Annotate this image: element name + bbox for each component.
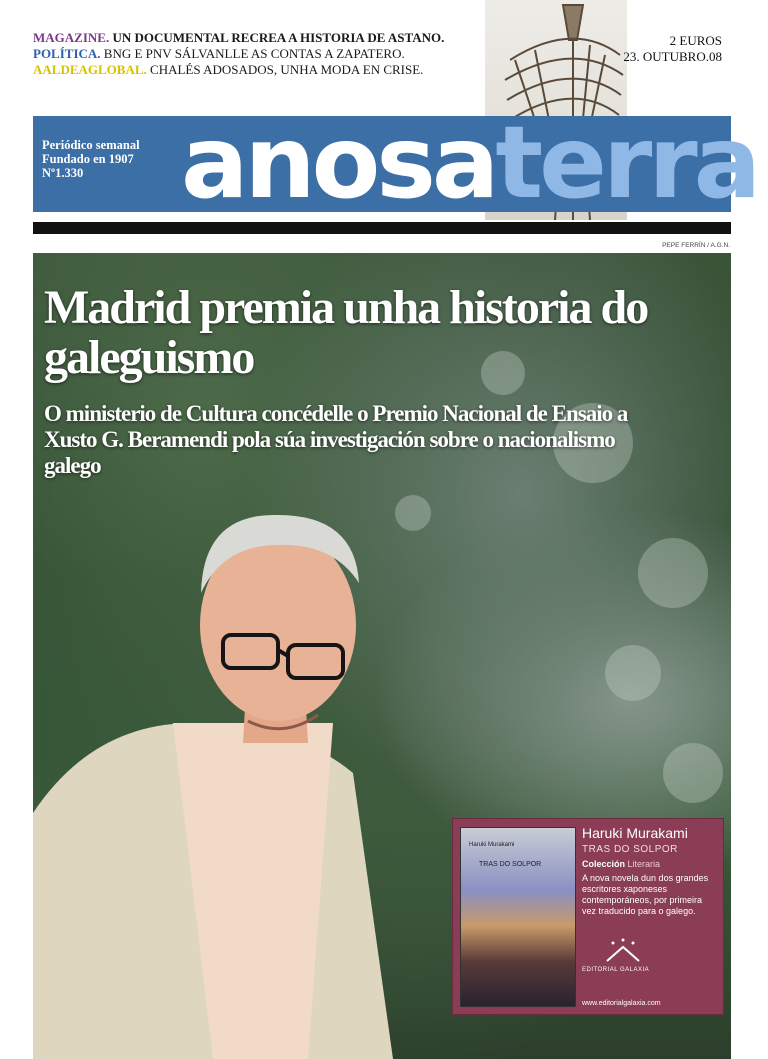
issue-date: 23. OUTUBRO.08: [623, 49, 722, 64]
book-cover-author: Haruki Murakami: [469, 842, 515, 848]
logo-part-terra: terra: [495, 104, 758, 221]
masthead-periodicity: Periódico semanal: [42, 138, 140, 152]
teaser-text-aldeaglobal: CHALÉS ADOSADOS, UNHA MODA EN CRISE.: [150, 62, 424, 77]
teaser-text-politica: BNG E PNV SÁLVANLLE AS CONTAS A ZAPATERO.: [103, 46, 405, 61]
price-date: [623, 33, 722, 65]
masthead-info: [42, 138, 140, 180]
masthead: [33, 104, 758, 221]
photo-credit: PEPE FERRÍN / A.G.N.: [662, 242, 730, 249]
price: 2 EUROS: [669, 33, 722, 48]
teaser-aldeaglobal[interactable]: [33, 62, 483, 78]
teaser-tag-magazine: MAGAZINE.: [33, 30, 110, 45]
galaxia-logo-icon: [603, 937, 643, 967]
main-headline[interactable]: Madrid premia unha historia do galeguismo: [44, 281, 648, 384]
teaser-list: [33, 30, 483, 78]
ad-book-title: TRAS DO SOLPOR: [582, 844, 678, 855]
masthead-issue-number: Nº1.330: [42, 166, 84, 180]
masthead-rule: [33, 222, 731, 234]
ad-publisher: EDITORIAL GALAXIA: [582, 967, 650, 973]
teaser-text-magazine: UN DOCUMENTAL RECREA A HISTORIA DE ASTANO.: [112, 30, 445, 45]
ad-collection: [582, 859, 660, 869]
logo-part-anosa: anosa: [181, 104, 496, 221]
teaser-tag-aldeaglobal: AALDEAGLOBAL.: [33, 62, 147, 77]
ad-collection-name: Literaria: [627, 859, 661, 869]
masthead-founded: Fundado en 1907: [42, 152, 134, 166]
teaser-magazine[interactable]: [33, 30, 483, 46]
ad-website-link[interactable]: www.editorialgalaxia.com: [582, 1000, 661, 1007]
book-advertisement[interactable]: [452, 818, 724, 1015]
ad-collection-label: Colección: [582, 859, 626, 869]
headline-deck: O ministerio de Cultura concédelle o Premio Nacional de Ensaio a Xusto G. Beramendi pola súa investigación sobre o nacionalismo galego: [44, 401, 628, 478]
book-cover-title: TRAS DO SOLPOR: [479, 861, 542, 868]
cover-photo: [33, 253, 731, 1059]
ad-description: A nova novela dun dos grandes escritores xaponeses contemporáneos, por primeira vez traducido para o galego.: [582, 873, 709, 916]
book-cover: [460, 827, 576, 1007]
ad-author: Haruki Murakami: [582, 825, 688, 841]
teaser-politica[interactable]: [33, 46, 483, 62]
teaser-tag-politica: POLÍTICA.: [33, 46, 101, 61]
newspaper-logo[interactable]: [181, 104, 758, 221]
